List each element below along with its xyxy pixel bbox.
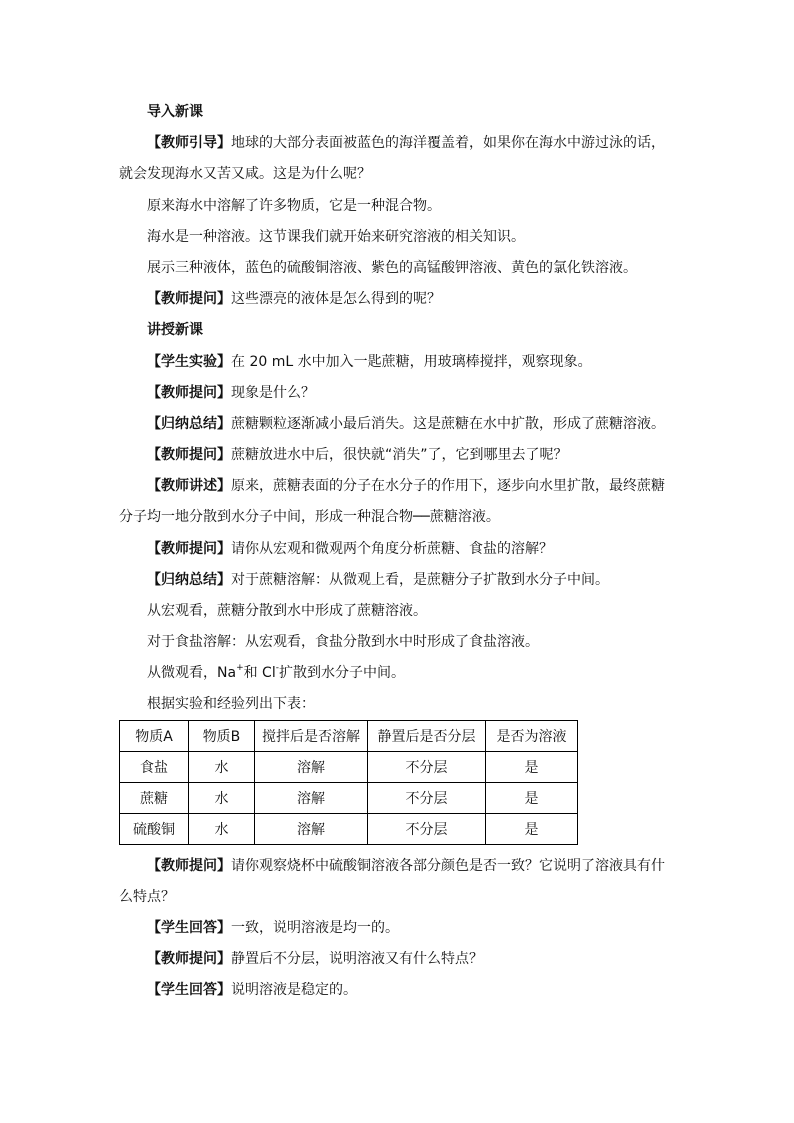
paragraph-text: 从微观看，Na [147,665,237,681]
table-cell: 食盐 [120,752,189,783]
paragraph-tag: 【教师讲述】 [147,478,231,494]
paragraph-tag: 【归纳总结】 [147,416,231,432]
table-cell: 水 [189,814,255,845]
paragraph-text: 原来，蔗糖表面的分子在水分子的作用下，逐步向水里扩散，最终蔗糖 [231,478,665,494]
paragraph-text: 原来海水中溶解了许多物质，它是一种混合物。 [147,198,441,214]
section-heading-intro: 导入新课 [147,104,203,120]
paragraph-teacher-question [147,539,553,559]
column-header: 静置后是否分层 [368,721,486,752]
paragraph-teacher-question [147,949,483,969]
paragraph-teacher-question [147,289,441,309]
paragraph-text: 地球的大部分表面被蓝色的海洋覆盖着，如果你在海水中游过泳的话， [231,135,665,151]
paragraph-continuation: 就会发现海水又苦又咸。这是为什么呢？ [119,166,371,182]
table-cell: 不分层 [368,752,486,783]
paragraph-tag: 【教师提问】 [147,385,231,401]
column-header: 物质B [189,721,255,752]
paragraph-teacher-question [147,383,315,403]
paragraph-student-answer [147,980,357,1000]
table-row [120,783,578,814]
paragraph-text: 一致，说明溶液是均一的。 [231,920,399,936]
paragraph-tag: 【教师提问】 [147,951,231,967]
column-header: 是否为溶液 [486,721,578,752]
paragraph-tag: 【教师提问】 [147,541,231,557]
paragraph-text: 对于蔗糖溶解：从微观上看，是蔗糖分子扩散到水分子中间。 [231,572,609,588]
paragraph-tag: 【学生实验】 [147,354,231,370]
paragraph-teacher-lecture [147,476,665,496]
table-row [120,752,578,783]
table-cell: 溶解 [255,752,368,783]
table-cell: 是 [486,783,578,814]
table-row [120,814,578,845]
paragraph-teacher-question [147,856,665,876]
table-cell: 溶解 [255,783,368,814]
paragraph-text: 请你观察烧杯中硫酸铜溶液各部分颜色是否一致？它说明了溶液具有什 [231,858,665,874]
table-cell: 蔗糖 [120,783,189,814]
paragraph-tag: 【教师提问】 [147,291,231,307]
paragraph-text: 扩散到水分子中间。 [278,665,405,681]
paragraph-tag: 【教师提问】 [147,447,231,463]
paragraph-text: 从宏观看，蔗糖分散到水中形成了蔗糖溶液。 [147,603,427,619]
paragraph-text: 在 20 mL 水中加入一匙蔗糖，用玻璃棒搅拌，观察现象。 [231,354,592,370]
column-header: 搅拌后是否溶解 [255,721,368,752]
paragraph-tag: 【学生回答】 [147,982,231,998]
paragraph-text: 请你从宏观和微观两个角度分析蔗糖、食盐的溶解？ [231,541,553,557]
paragraph-teacher-guide [147,133,665,153]
superscript-plus: + [236,663,244,674]
paragraph-tag: 【学生回答】 [147,920,231,936]
paragraph-text: 蔗糖颗粒逐渐减小最后消失。这是蔗糖在水中扩散，形成了蔗糖溶液。 [231,416,665,432]
paragraph-text: 说明溶液是稳定的。 [231,982,357,998]
table-cell: 水 [189,783,255,814]
paragraph-text: 这些漂亮的液体是怎么得到的呢？ [231,291,441,307]
paragraph-text: 展示三种液体，蓝色的硫酸铜溶液、紫色的高锰酸钾溶液、黄色的氯化铁溶液。 [147,260,637,276]
superscript-minus: - [275,663,279,674]
paragraph-continuation: 么特点？ [119,889,175,905]
paragraph-text: 和 Cl [243,665,276,681]
paragraph-text: 静置后不分层，说明溶液又有什么特点？ [231,951,483,967]
paragraph-summary [147,414,665,434]
paragraph-text: 现象是什么？ [231,385,315,401]
table-cell: 不分层 [368,814,486,845]
paragraph-text: 对于食盐溶解：从宏观看，食盐分散到水中时形成了食盐溶液。 [147,634,539,650]
paragraph-tag: 【归纳总结】 [147,572,231,588]
table-cell: 是 [486,814,578,845]
paragraph-ions [147,663,405,683]
table-cell: 溶解 [255,814,368,845]
paragraph-text: 蔗糖放进水中后，很快就“消失”了，它到哪里去了呢？ [231,447,568,463]
table-cell: 是 [486,752,578,783]
table-cell: 硫酸铜 [120,814,189,845]
paragraph-tag: 【教师提问】 [147,858,231,874]
paragraph-summary [147,570,609,590]
paragraph-student-answer [147,918,399,938]
table-caption: 根据实验和经验列出下表： [147,696,315,712]
column-header: 物质A [120,721,189,752]
table-header-row [120,721,578,752]
table-cell: 不分层 [368,783,486,814]
paragraph-student-experiment [147,352,592,372]
paragraph-tag: 【教师引导】 [147,135,231,151]
experiment-table [119,720,578,845]
paragraph-continuation: 分子均一地分散到水分子中间，形成一种混合物──蔗糖溶液。 [119,509,500,525]
table-cell: 水 [189,752,255,783]
section-heading-lesson: 讲授新课 [147,322,203,338]
paragraph-teacher-question [147,445,568,465]
paragraph-text: 海水是一种溶液。这节课我们就开始来研究溶液的相关知识。 [147,229,525,245]
